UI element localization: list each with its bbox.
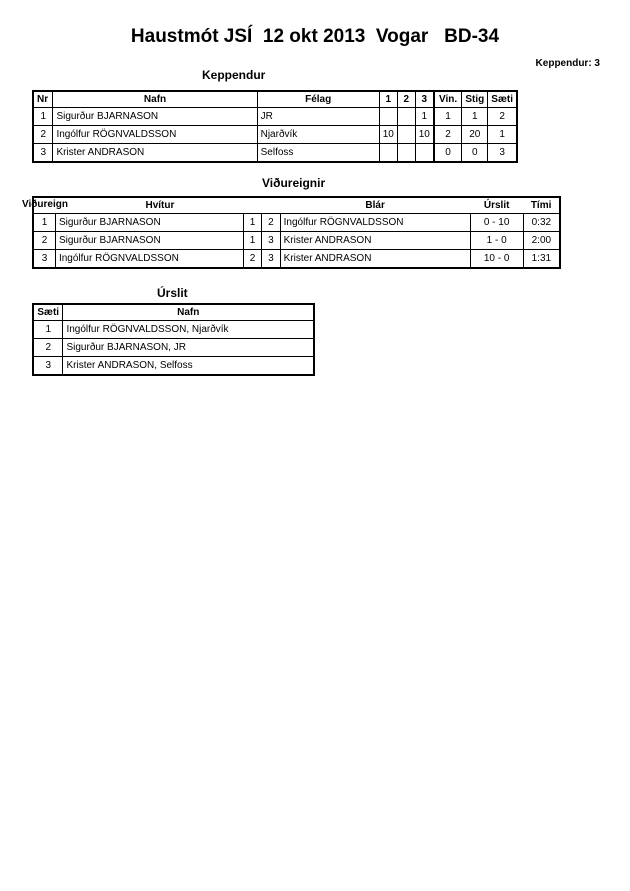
cell: 2:00 xyxy=(523,232,560,250)
cell: 2 xyxy=(33,339,63,357)
cell: 10 xyxy=(379,126,397,144)
results-heading: Úrslit xyxy=(157,286,188,300)
cell: 2 xyxy=(33,232,55,250)
cell: 0 - 10 xyxy=(470,214,523,232)
col-header: Nr xyxy=(33,91,53,108)
cell: Krister ANDRASON, Selfoss xyxy=(63,357,314,376)
page-title: Haustmót JSÍ 12 okt 2013 Vogar BD-34 xyxy=(130,26,500,47)
cell: Ingólfur RÖGNVALDSSON xyxy=(55,250,243,269)
cell: 1 xyxy=(33,214,55,232)
cell: Sigurður BJARNASON xyxy=(55,232,243,250)
cell: Sigurður BJARNASON, JR xyxy=(63,339,314,357)
cell: 0 xyxy=(462,144,488,163)
cell: 20 xyxy=(462,126,488,144)
table-row xyxy=(33,339,314,357)
cell: 1 xyxy=(33,321,63,339)
col-header: Úrslit xyxy=(470,197,523,214)
cell: Selfoss xyxy=(257,144,379,163)
col-header: Hvítur xyxy=(55,197,280,214)
cell: Krister ANDRASON xyxy=(280,232,470,250)
cell xyxy=(379,144,397,163)
cell: Krister ANDRASON xyxy=(53,144,257,163)
cell: 1 xyxy=(33,108,53,126)
games-table xyxy=(32,196,561,269)
participants-count: Keppendur: 3 xyxy=(535,58,600,69)
games-col-header-round: Viðureign xyxy=(22,199,68,210)
col-header: 2 xyxy=(397,91,415,108)
games-heading: Viðureignir xyxy=(262,176,326,190)
table-row xyxy=(33,357,314,376)
cell: 1:31 xyxy=(523,250,560,269)
cell: 1 - 0 xyxy=(470,232,523,250)
cell: 0:32 xyxy=(523,214,560,232)
games-header-row xyxy=(33,197,560,214)
table-row xyxy=(33,108,517,126)
cell xyxy=(397,126,415,144)
cell: 3 xyxy=(33,357,63,376)
players-table xyxy=(32,90,518,163)
cell xyxy=(397,108,415,126)
col-header: Tími xyxy=(523,197,560,214)
cell: JR xyxy=(257,108,379,126)
results-header-row xyxy=(33,304,314,321)
results-table xyxy=(32,303,315,376)
table-row xyxy=(33,144,517,163)
cell: 0 xyxy=(434,144,462,163)
col-header: Sæti xyxy=(488,91,517,108)
col-header: Sæti xyxy=(33,304,63,321)
cell: 2 xyxy=(434,126,462,144)
col-header: Vin. xyxy=(434,91,462,108)
cell: 3 xyxy=(488,144,517,163)
table-row xyxy=(33,232,560,250)
table-row xyxy=(33,321,314,339)
cell: Ingólfur RÖGNVALDSSON xyxy=(53,126,257,144)
cell: 3 xyxy=(262,250,280,269)
col-header: Nafn xyxy=(53,91,257,108)
col-header: Blár xyxy=(280,197,470,214)
cell: 1 xyxy=(462,108,488,126)
cell: 3 xyxy=(33,250,55,269)
cell: 10 - 0 xyxy=(470,250,523,269)
cell: 3 xyxy=(33,144,53,163)
table-row xyxy=(33,214,560,232)
cell: Ingólfur RÖGNVALDSSON, Njarðvík xyxy=(63,321,314,339)
cell: 1 xyxy=(415,108,434,126)
cell: 2 xyxy=(262,214,280,232)
cell: 3 xyxy=(262,232,280,250)
col-header: Nafn xyxy=(63,304,314,321)
col-header: 1 xyxy=(379,91,397,108)
cell: 1 xyxy=(434,108,462,126)
cell xyxy=(415,144,434,163)
cell xyxy=(397,144,415,163)
players-header-row xyxy=(33,91,517,108)
cell: 10 xyxy=(415,126,434,144)
cell: Sigurður BJARNASON xyxy=(55,214,243,232)
cell: Krister ANDRASON xyxy=(280,250,470,269)
cell: 2 xyxy=(488,108,517,126)
players-heading: Keppendur xyxy=(202,68,266,82)
cell: 2 xyxy=(33,126,53,144)
cell: 1 xyxy=(243,232,261,250)
col-header: Félag xyxy=(257,91,379,108)
cell: Njarðvík xyxy=(257,126,379,144)
cell: 2 xyxy=(243,250,261,269)
cell: 1 xyxy=(488,126,517,144)
cell: Sigurður BJARNASON xyxy=(53,108,257,126)
cell xyxy=(379,108,397,126)
table-row xyxy=(33,126,517,144)
table-row xyxy=(33,250,560,269)
col-header: Stig xyxy=(462,91,488,108)
col-header: 3 xyxy=(415,91,434,108)
cell: Ingólfur RÖGNVALDSSON xyxy=(280,214,470,232)
cell: 1 xyxy=(243,214,261,232)
